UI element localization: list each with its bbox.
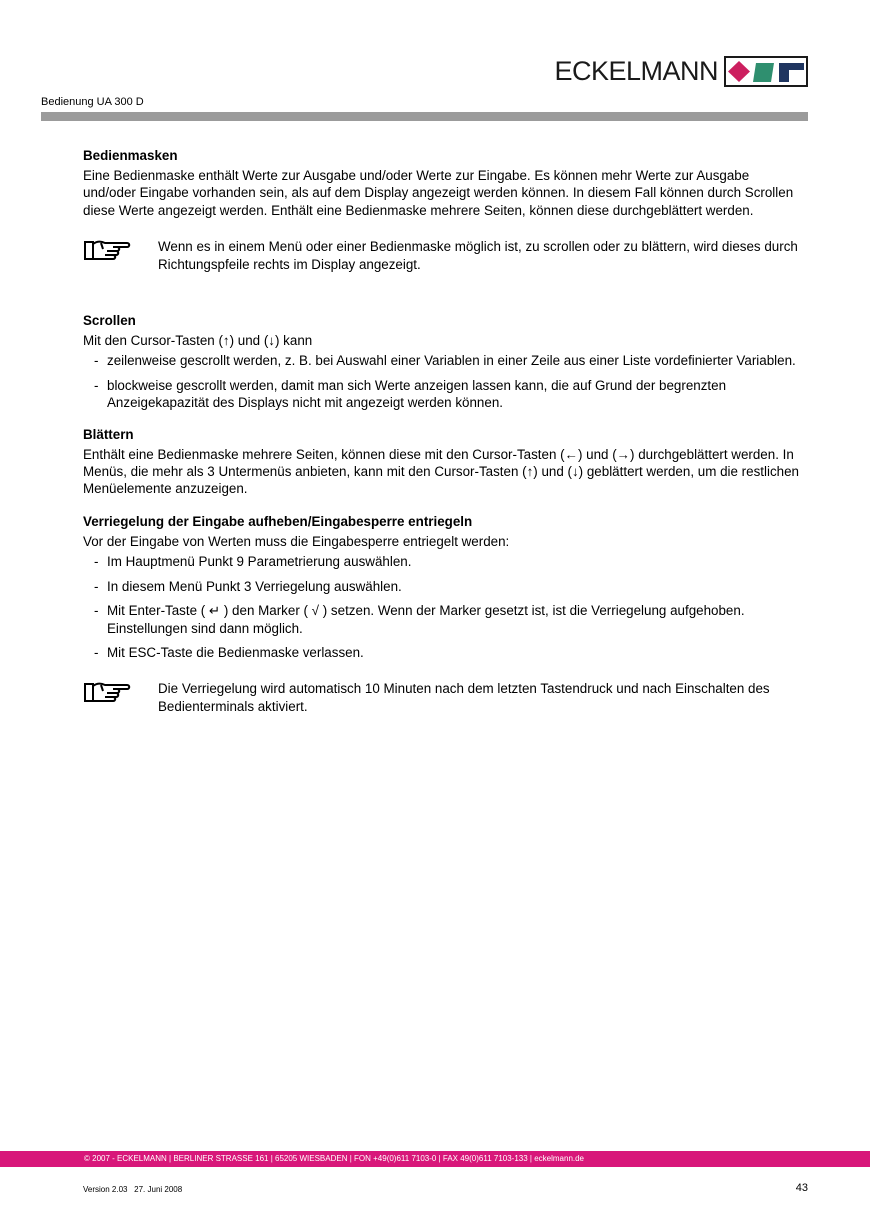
heading-bedienmasken: Bedienmasken: [83, 148, 178, 163]
heading-verriegelung: Verriegelung der Eingabe aufheben/Eingabesperre entriegeln: [83, 513, 473, 529]
logo-mark-icon: [724, 56, 808, 87]
list-item: - Mit Enter-Taste ( ↵ ) den Marker ( √ ) setzen. Wenn der Marker gesetzt ist, ist die Verriegelung aufgehoben. Einstellungen sind dann möglich.: [83, 602, 805, 637]
list-verriegelung: [83, 553, 805, 661]
paragraph-verriegelung-intro: Vor der Eingabe von Werten muss die Eingabesperre entriegelt werden:: [83, 533, 510, 549]
heading-blaettern: Blättern: [83, 426, 134, 442]
footer-address: © 2007 - ECKELMANN | BERLINER STRASSE 161 | 65205 WIESBADEN | FON +49(0)611 7103-0 | FAX 49(0)611 7103-133 | eckelmann.de: [84, 1154, 585, 1163]
note-text: Wenn es in einem Menü oder einer Bedienmaske möglich ist, zu scrollen oder zu blättern, wird dieses durch Richtungspfeile rechts im Display angezeigt.: [158, 239, 798, 272]
note-scroll-arrows: [83, 238, 805, 273]
pointing-hand-icon: [83, 680, 158, 715]
document-title: Bedienung UA 300 D: [41, 96, 144, 108]
list-scrollen: [83, 352, 805, 411]
paragraph-bedienmasken: Eine Bedienmaske enthält Werte zur Ausgabe und/oder Werte zur Eingabe. Es können mehr Werte zur Ausgabe und/oder Eingabe vorhanden sein, als auf dem Display angezeigt werden können. In diesem Fall können durch Scrollen diese Werte angezeigt werden. Enthält eine Bedienmaske mehrere Seiten, können diese durchgeblättert werden.: [83, 168, 794, 218]
footer-bar: [0, 1151, 870, 1167]
note-auto-lock: [83, 680, 805, 715]
list-item: - blockweise gescrollt werden, damit man sich Werte anzeigen lassen kann, die auf Grund der begrenzten Anzeigekapazität des Displays nicht mit angezeigt werden können.: [83, 377, 805, 412]
list-item: - zeilenweise gescrollt werden, z. B. bei Auswahl einer Variablen in einer Zeile aus einer Liste vordefinierter Variablen.: [83, 352, 805, 369]
page-number: 43: [795, 1182, 808, 1194]
brand-logo: [554, 56, 808, 87]
note-text: Die Verriegelung wird automatisch 10 Minuten nach dem letzten Tastendruck und nach Einschalten des Bedienterminals aktiviert.: [158, 681, 770, 714]
list-item: - In diesem Menü Punkt 3 Verriegelung auswählen.: [83, 578, 805, 595]
version-info: Version 2.03 27. Juni 2008: [83, 1185, 183, 1194]
brand-name: ECKELMANN: [554, 56, 718, 86]
list-item: - Im Hauptmenü Punkt 9 Parametrierung auswählen.: [83, 553, 805, 570]
header-rule: [41, 112, 808, 121]
page-content: [83, 146, 805, 715]
pointing-hand-icon: [83, 238, 158, 273]
paragraph-scrollen-intro: Mit den Cursor-Tasten (↑) und (↓) kann: [83, 333, 313, 349]
heading-scrollen: Scrollen: [83, 313, 136, 329]
list-item: - Mit ESC-Taste die Bedienmaske verlassen.: [83, 644, 805, 661]
paragraph-blaettern: Enthält eine Bedienmaske mehrere Seiten, können diese mit den Cursor-Tasten (←) und (→) durchgeblättert werden. In Menüs, die mehr als 3 Untermenüs anbieten, kann mit den Cursor-Tasten (↑) und (↓) geblättert werden, um die restlichen Menüelemente anzuzeigen.: [83, 446, 799, 497]
